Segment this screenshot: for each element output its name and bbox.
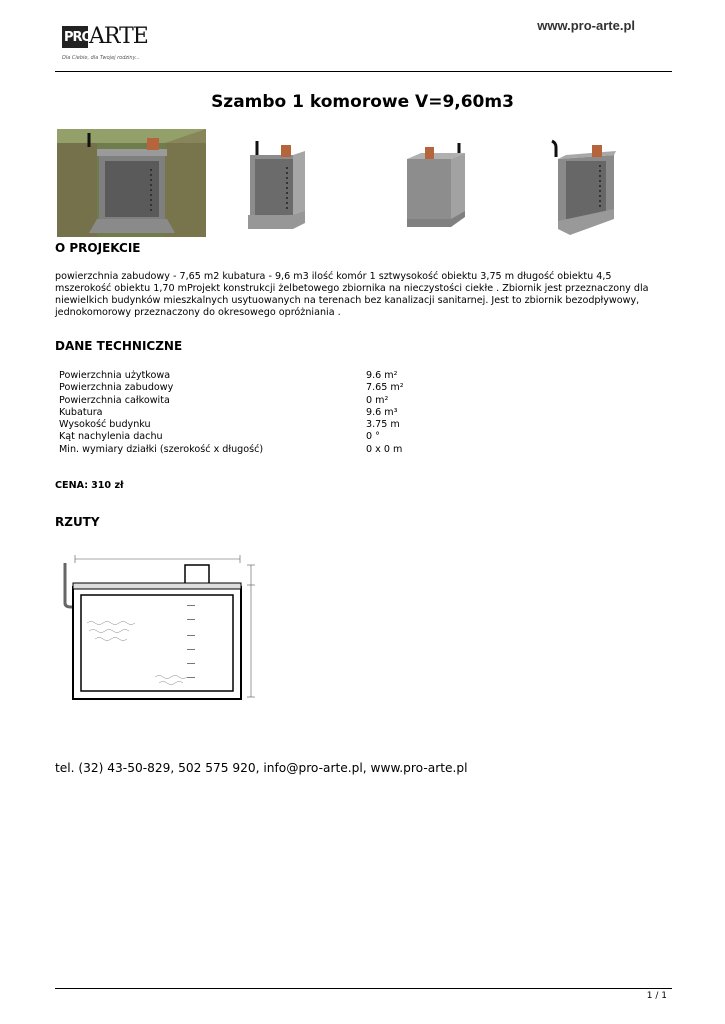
- technical-row: [59, 419, 459, 431]
- technical-row: [59, 382, 459, 394]
- technical-row: [59, 370, 459, 382]
- about-heading: O PROJEKCIE: [55, 241, 141, 255]
- price-value: 310 zł: [91, 480, 124, 491]
- contact-info[interactable]: tel. (32) 43-50-829, 502 575 920, info@pro-arte.pl, www.pro-arte.pl: [55, 761, 468, 775]
- technical-value: 0 °: [366, 431, 380, 443]
- page-title: Szambo 1 komorowe V=9,60m3: [211, 92, 514, 112]
- header-divider: [55, 71, 672, 72]
- about-line: mszerokość obiektu 1,70 mProjekt konstrukcji żelbetowego zbiornika na nieczystości ciekłe . Zbiornik jest przeznaczony dla: [55, 283, 649, 294]
- technical-row: [59, 431, 459, 443]
- logo-pro-text: PRO: [64, 30, 92, 45]
- technical-label: Kąt nachylenia dachu: [59, 431, 163, 443]
- about-line: jednokomorowy przeznaczony do okresowego opróżniania .: [55, 307, 341, 318]
- technical-row: [59, 407, 459, 419]
- logo-slogan: Dla Ciebie, dla Twojej rodziny...: [62, 55, 140, 61]
- logo-arte-text: ARTE: [89, 24, 148, 49]
- about-line: powierzchnia zabudowy - 7,65 m2 kubatura - 9,6 m3 ilość komór 1 sztwysokość obiektu 3,75 m długość obiektu 4,5: [55, 271, 612, 282]
- technical-value: 9.6 m²: [366, 370, 398, 381]
- technical-row: [59, 444, 459, 456]
- about-description: [55, 271, 670, 319]
- page-number: 1 / 1: [646, 991, 667, 1001]
- technical-label: Powierzchnia zabudowy: [59, 382, 174, 394]
- about-line: niewielkich budynków mieszkalnych usytuowanych na terenach bez kanalizacji sanitarnej. Jest to zbiornik bezodpływowy,: [55, 295, 640, 306]
- technical-label: Min. wymiary działki (szerokość x długość): [59, 443, 264, 455]
- price-label: CENA:: [55, 480, 89, 491]
- plans-heading: RZUTY: [55, 515, 100, 529]
- section-drawing[interactable]: [55, 545, 265, 710]
- technical-label: Powierzchnia użytkowa: [59, 370, 171, 381]
- footer-divider: [55, 988, 672, 989]
- logo: [62, 24, 162, 66]
- technical-value: 9.6 m³: [366, 406, 398, 418]
- technical-value: 0 m²: [366, 394, 389, 406]
- technical-row: [59, 395, 459, 407]
- technical-value: 3.75 m: [366, 419, 400, 431]
- technical-table: [59, 370, 459, 456]
- project-image-cutaway-right[interactable]: [223, 129, 328, 237]
- project-image-solid[interactable]: [387, 129, 499, 237]
- technical-heading: DANE TECHNICZNE: [55, 339, 183, 353]
- technical-value: 0 x 0 m: [366, 443, 403, 455]
- technical-label: Wysokość budynku: [59, 419, 151, 431]
- technical-label: Kubatura: [59, 406, 103, 418]
- price: [55, 480, 124, 491]
- project-image-in-ground[interactable]: [57, 129, 206, 237]
- site-url[interactable]: www.pro-arte.pl: [537, 18, 635, 33]
- project-image-cutaway-left[interactable]: [520, 129, 662, 237]
- technical-value: 7.65 m²: [366, 382, 404, 394]
- technical-label: Powierzchnia całkowita: [59, 394, 170, 406]
